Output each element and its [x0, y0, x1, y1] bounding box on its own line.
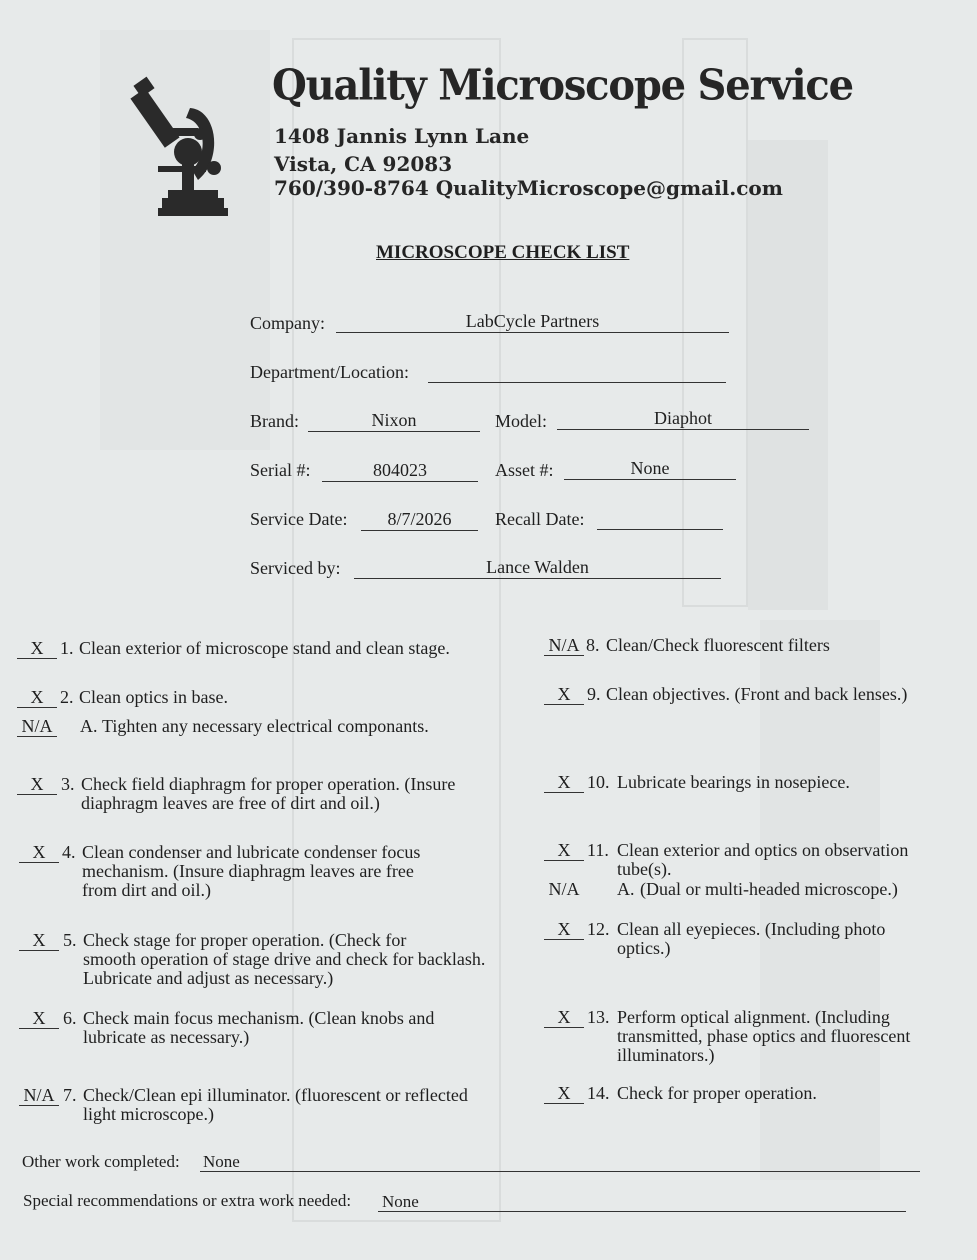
- item-9-number: 9.: [587, 684, 601, 704]
- item-5-number: 5.: [63, 930, 77, 950]
- company-field[interactable]: LabCycle Partners: [336, 310, 729, 333]
- item-11a-text: (Dual or multi-headed microscope.): [640, 879, 898, 899]
- brand-field[interactable]: Nixon: [308, 409, 480, 432]
- address-line-2: Vista, CA 92083: [274, 152, 453, 176]
- item-11-mark[interactable]: X: [544, 840, 584, 861]
- item-12-number: 12.: [587, 919, 610, 939]
- serviced-by-label: Serviced by:: [250, 558, 341, 578]
- item-10-text: Lubricate bearings in nosepiece.: [617, 772, 850, 792]
- item-3-mark[interactable]: X: [17, 774, 57, 795]
- special-recommendations-label: Special recommendations or extra work needed:: [23, 1191, 352, 1210]
- item-11-number: 11.: [587, 840, 609, 860]
- other-work-label: Other work completed:: [22, 1152, 180, 1171]
- item-10-number: 10.: [587, 772, 610, 792]
- model-field[interactable]: Diaphot: [557, 407, 809, 430]
- item-4-mark[interactable]: X: [19, 842, 59, 863]
- item-5-mark[interactable]: X: [19, 930, 59, 951]
- serial-field[interactable]: 804023: [322, 459, 478, 482]
- item-6-number: 6.: [63, 1008, 77, 1028]
- item-14-text: Check for proper operation.: [617, 1083, 817, 1103]
- serial-label: Serial #:: [250, 460, 311, 480]
- item-13-number: 13.: [587, 1007, 610, 1027]
- recall-date-field[interactable]: [597, 507, 723, 530]
- service-date-field[interactable]: 8/7/2026: [361, 508, 478, 531]
- special-recommendations-value: None: [382, 1192, 419, 1211]
- company-name: Quality Microscope Service: [272, 60, 853, 111]
- item-9-mark[interactable]: X: [544, 684, 584, 705]
- item-7-mark[interactable]: N/A: [19, 1085, 59, 1106]
- item-14-mark[interactable]: X: [544, 1083, 584, 1104]
- item-1-number: 1.: [60, 638, 74, 658]
- item-8-mark[interactable]: N/A: [544, 635, 584, 656]
- item-2-mark[interactable]: X: [17, 687, 57, 708]
- department-label: Department/Location:: [250, 362, 409, 382]
- item-12-text: Clean all eyepieces. (Including photo optics.): [617, 919, 886, 958]
- department-field[interactable]: [428, 360, 726, 383]
- contact-line: 760/390-8764 QualityMicroscope@gmail.com: [274, 176, 783, 200]
- item-8-number: 8.: [586, 635, 600, 655]
- item-11a-mark[interactable]: N/A: [548, 879, 580, 899]
- company-label: Company:: [250, 313, 325, 333]
- item-5-text: Check stage for proper operation. (Check for smooth operation of stage drive and check for backlash. Lubricate and adjust as necessary.): [83, 930, 486, 988]
- item-1-mark[interactable]: X: [17, 638, 57, 659]
- item-2a-text: Tighten any necessary electrical componants.: [102, 716, 429, 736]
- item-4-number: 4.: [62, 842, 76, 862]
- item-13-text: Perform optical alignment. (Including transmitted, phase optics and fluorescent illuminators.): [617, 1007, 911, 1065]
- brand-label: Brand:: [250, 411, 299, 431]
- asset-label: Asset #:: [495, 460, 554, 480]
- item-3-number: 3.: [61, 774, 75, 794]
- item-2a-mark[interactable]: N/A: [17, 716, 57, 737]
- other-work-line[interactable]: [200, 1151, 920, 1172]
- item-2-number: 2.: [60, 687, 74, 707]
- serviced-by-field[interactable]: Lance Walden: [354, 556, 721, 579]
- item-7-number: 7.: [63, 1085, 77, 1105]
- recall-date-label: Recall Date:: [495, 509, 585, 529]
- model-label: Model:: [495, 411, 547, 431]
- microscope-icon: [128, 70, 238, 225]
- asset-field[interactable]: None: [564, 457, 736, 480]
- item-8-text: Clean/Check fluorescent filters: [606, 635, 830, 655]
- item-14-number: 14.: [587, 1083, 610, 1103]
- form-title: MICROSCOPE CHECK LIST: [376, 242, 630, 263]
- item-9-text: Clean objectives. (Front and back lenses.): [606, 684, 908, 704]
- item-13-mark[interactable]: X: [544, 1007, 584, 1028]
- item-3-text: Check field diaphragm for proper operation. (Insure diaphragm leaves are free of dirt and oil.): [81, 774, 456, 813]
- special-recommendations-line[interactable]: [378, 1191, 906, 1212]
- item-7-text: Check/Clean epi illuminator. (fluorescent or reflected light microscope.): [83, 1085, 468, 1124]
- item-2a-number: A.: [80, 716, 98, 736]
- item-10-mark[interactable]: X: [544, 772, 584, 793]
- other-work-value: None: [203, 1152, 240, 1171]
- item-4-text: Clean condenser and lubricate condenser focus mechanism. (Insure diaphragm leaves are free from dirt and oil.): [82, 842, 421, 900]
- item-2-text: Clean optics in base.: [79, 687, 228, 707]
- address-line-1: 1408 Jannis Lynn Lane: [274, 124, 530, 148]
- item-6-text: Check main focus mechanism. (Clean knobs and lubricate as necessary.): [83, 1008, 435, 1047]
- item-12-mark[interactable]: X: [544, 919, 584, 940]
- item-11-text: Clean exterior and optics on observation tube(s).: [617, 840, 909, 879]
- item-6-mark[interactable]: X: [19, 1008, 59, 1029]
- item-1-text: Clean exterior of microscope stand and clean stage.: [79, 638, 450, 658]
- item-11a-number: A.: [617, 879, 635, 899]
- service-date-label: Service Date:: [250, 509, 348, 529]
